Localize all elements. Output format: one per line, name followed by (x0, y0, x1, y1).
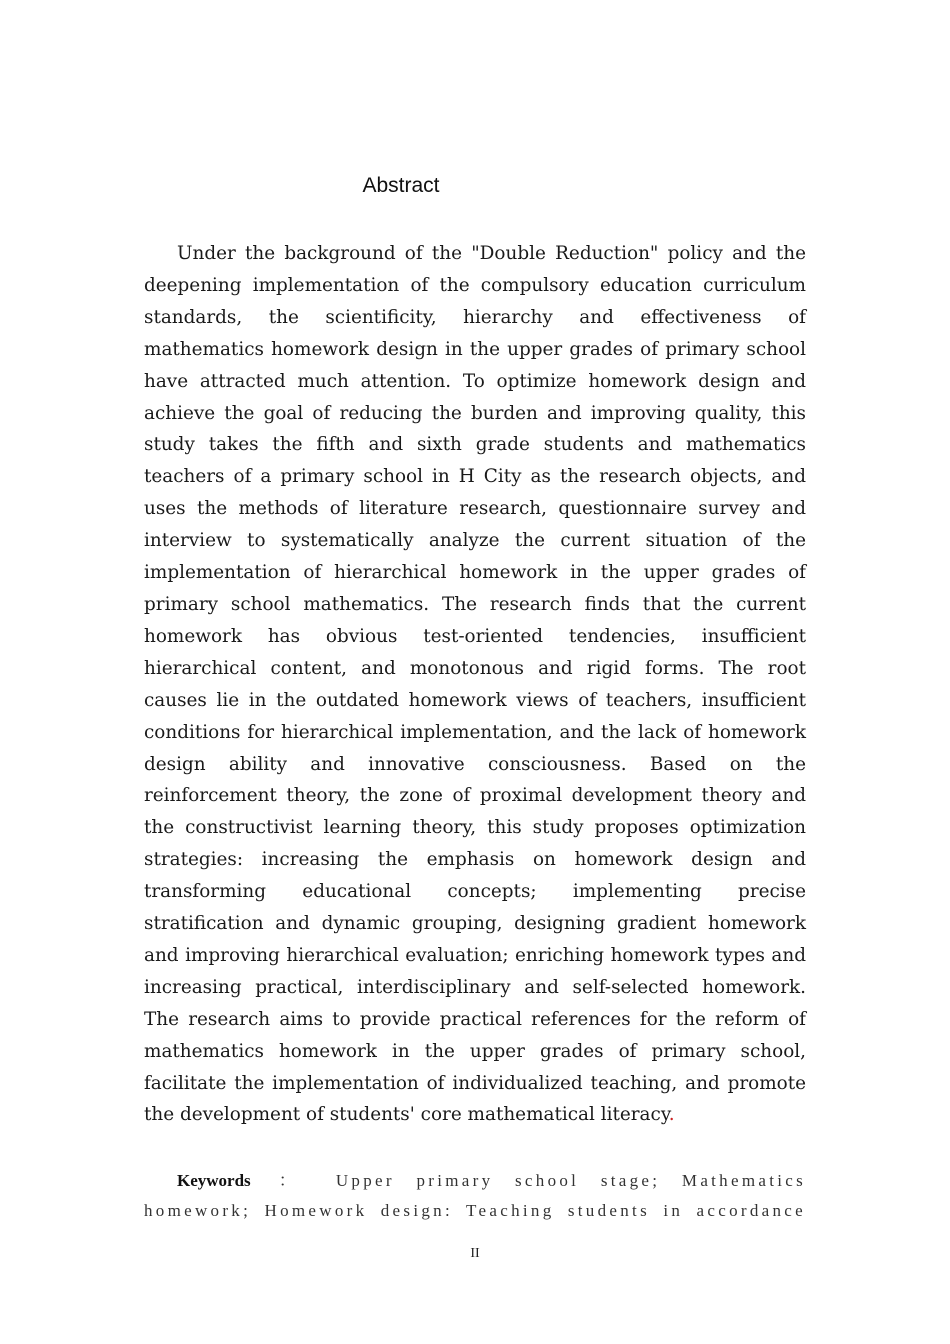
keywords-paragraph (144, 1166, 806, 1226)
keywords-label: Keywords (177, 1171, 251, 1190)
keywords-list: Upper primary school stage; Mathematics homework; Homework design: Teaching students in accordance (144, 1171, 807, 1220)
page-number: II (470, 1246, 480, 1261)
abstract-body-end: . (668, 1104, 675, 1126)
abstract-body (144, 238, 806, 1131)
abstract-body-text: Under the background of the "Double Reduction" policy and the deepening implementation of the compulsory education curriculum standards, the scientificity, hierarchy and effectiveness of mathematics homework design in the upper grades of primary school have attracted much attention. To optimize homework design and achieve the goal of reducing the burden and improving quality, this study takes the fifth and sixth grade students and mathematics teachers of a primary school in H City as the research objects, and uses the methods of literature research, questionnaire survey and interview to systematically analyze the current situation of the implementation of hierarchical homework in the upper grades of primary school mathematics. The research finds that the current homework has obvious test-oriented tendencies, insufficient hierarchical content, and monotonous and rigid forms. The root causes lie in the outdated homework views of teachers, insufficient conditions for hierarchical implementation, and the lack of homework design ability and innovative consciousness. Based on the reinforcement theory, the zone of proximal development theory and the constructivist learning theory, this study proposes optimization strategies: increasing the emphasis on homework design and transforming educational concepts; implementing precise stratification and dynamic grouping, designing gradient homework and improving hierarchical evaluation; enriching homework types and increasing practical, interdisciplinary and self-selected homework. The research aims to provide practical references for the reform of mathematics homework in the upper grades of primary school, facilitate the implementation of individualized teaching, and promote the development of students' core mathematical literacy (144, 243, 806, 1126)
keywords-colon: ： (264, 1171, 310, 1190)
abstract-title: Abstract (362, 174, 440, 197)
